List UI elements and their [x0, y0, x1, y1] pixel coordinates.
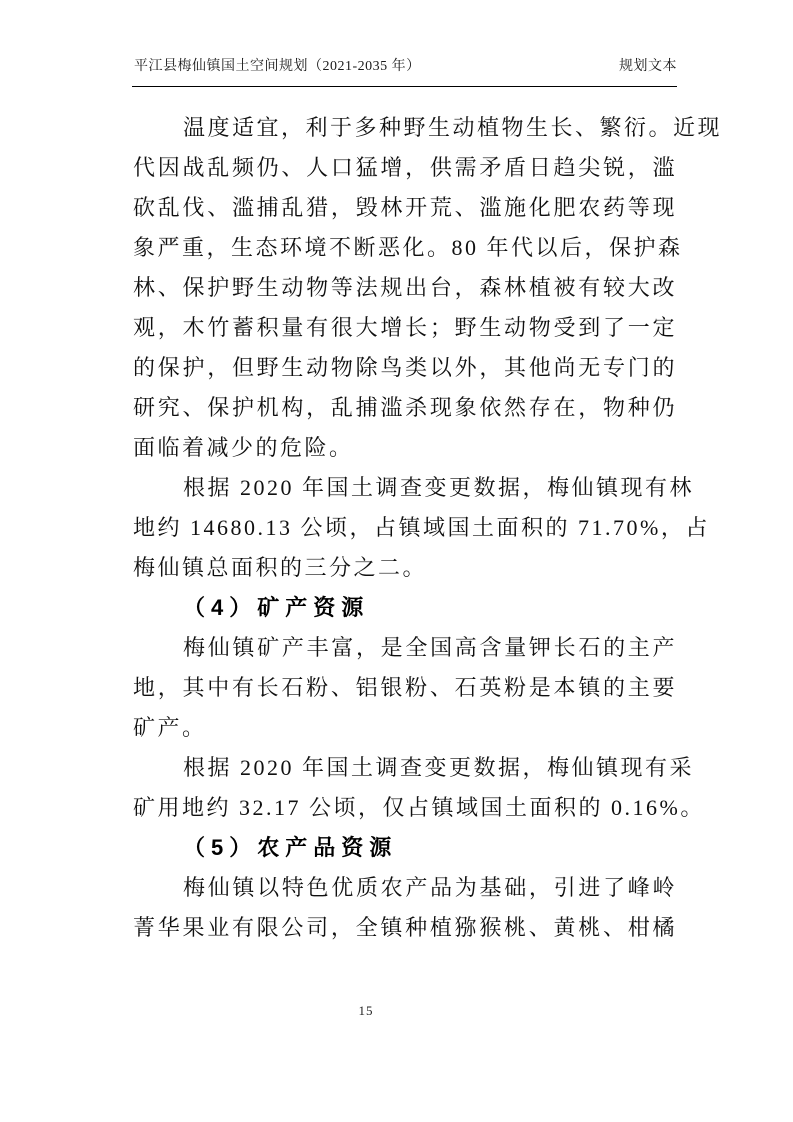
page-header: [134, 58, 677, 76]
body-line: 梅仙镇矿产丰富，是全国高含量钾长石的主产: [183, 635, 677, 660]
body-line: 象严重，生态环境不断恶化。80 年代以后，保护森: [133, 235, 683, 260]
body-line: 地约 14680.13 公顷，占镇域国土面积的 71.70%，占: [133, 515, 710, 540]
body-line: 矿用地约 32.17 公顷，仅占镇域国土面积的 0.16%。: [133, 795, 705, 820]
body-line: 砍乱伐、滥捕乱猎，毁林开荒、滥施化肥农药等现: [133, 195, 677, 220]
document-body: [133, 108, 723, 948]
header-divider: [132, 86, 677, 87]
header-doc-title: 平江县梅仙镇国土空间规划（2021-2035 年）: [134, 59, 421, 74]
body-line: 林、保护野生动物等法规出台，森林植被有较大改: [133, 275, 677, 300]
body-line: 梅仙镇以特色优质农产品为基础，引进了峰岭: [183, 875, 677, 900]
body-line: 矿产。: [133, 715, 207, 740]
body-line: 温度适宜，利于多种野生动植物生长、繁衍。近现: [183, 115, 723, 140]
header-doc-type: 规划文本: [619, 59, 677, 74]
body-line: 面临着减少的危险。: [133, 435, 354, 460]
body-line: 代因战乱频仍、人口猛增，供需矛盾日趋尖锐，滥: [133, 155, 677, 180]
body-line: 梅仙镇总面积的三分之二。: [133, 555, 428, 580]
body-line: 根据 2020 年国土调查变更数据，梅仙镇现有采: [183, 755, 695, 780]
body-line: 根据 2020 年国土调查变更数据，梅仙镇现有林: [183, 475, 695, 500]
page-number: 15: [358, 1003, 374, 1018]
section-heading-mineral-resources: （4）矿产资源: [183, 595, 370, 620]
body-line: 的保护，但野生动物除鸟类以外，其他尚无专门的: [133, 355, 677, 380]
body-line: 研究、保护机构，乱捕滥杀现象依然存在，物种仍: [133, 395, 677, 420]
body-line: 地，其中有长石粉、铝银粉、石英粉是本镇的主要: [133, 675, 677, 700]
section-heading-agricultural-products: （5）农产品资源: [183, 835, 398, 860]
body-line: 观，木竹蓄积量有很大增长；野生动物受到了一定: [133, 315, 677, 340]
body-line: 菁华果业有限公司，全镇种植猕猴桃、黄桃、柑橘: [133, 915, 677, 940]
